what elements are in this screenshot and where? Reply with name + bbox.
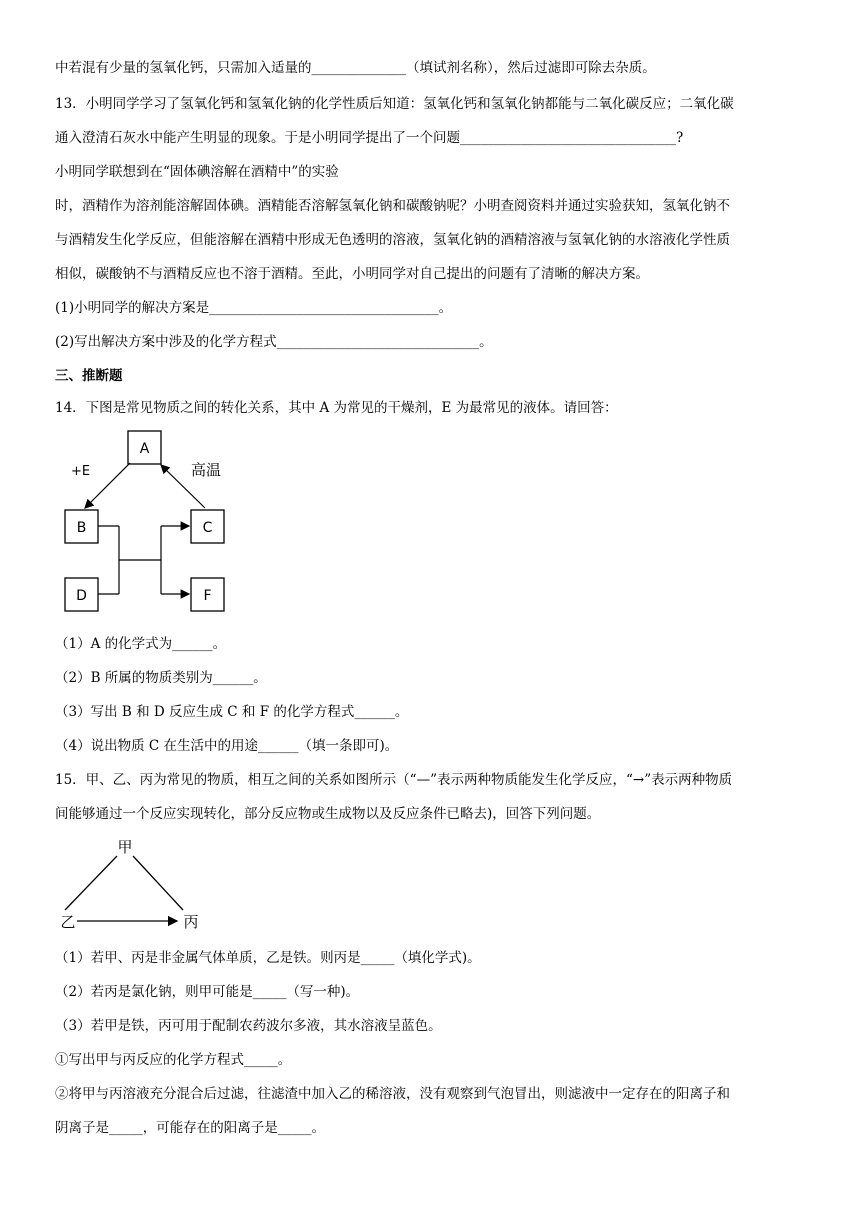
label-high-temp: 高温 [191,461,222,479]
question-13-line-5: 与酒精发生化学反应，但能溶解在酒精中形成无色透明的溶液，氢氧化钠的酒精溶液与氢氧化钠的水溶液化学性质 [55,232,730,248]
line-jia-yi [65,856,117,910]
question-14-sub-2: （2）B 所属的物质类别为______。 [55,670,267,686]
label-yi: 乙 [60,913,76,931]
label-plus-e: +E [71,464,91,479]
question-15-sub-3-2b: 阴离子是_____，可能存在的阳离子是_____。 [55,1120,325,1136]
box-c [191,510,224,543]
svg-text:A: A [139,441,150,457]
box-f [191,578,224,611]
box-b [65,510,98,543]
box-d [65,578,98,611]
question-13-line-2: 通入澄清石灰水中能产生明显的现象。于是小明同学提出了一个问题________________________________? [55,130,684,146]
question-14-stem: 14．下图是常见物质之间的转化关系，其中 A 为常见的干燥剂，E 为最常见的液体。请回答： [55,400,618,416]
label-bing: 丙 [183,913,199,931]
question-15-stem-1: 15．甲、乙、丙为常见的物质，相互之间的关系如图所示（“—”表示两种物质能发生化学反应，“→”表示两种物质 [55,772,733,788]
question-14-sub-4: （4）说出物质 C 在生活中的用途______（填一条即可)。 [55,738,399,754]
question-13-line-1: 13．小明同学学习了氢氧化钙和氢氧化钠的化学性质后知道：氢氧化钙和氢氧化钠都能与二氧化碳反应；二氧化碳 [55,96,734,112]
question-14-sub-3: （3）写出 B 和 D 反应生成 C 和 F 的化学方程式______。 [55,704,409,720]
question-15-sub-3-1: ①写出甲与丙反应的化学方程式_____。 [55,1052,292,1068]
question-13-line-6: 相似，碳酸钠不与酒精反应也不溶于酒精。至此，小明同学对自己提出的问题有了清晰的解决方案。 [55,266,649,282]
question-15-diagram [55,834,215,934]
svg-text:D: D [76,588,87,604]
question-13-line-4: 时，酒精作为溶剂能溶解固体碘。酒精能否溶解氢氧化钠和碳酸钠呢？小明查阅资料并通过实验获知，氢氧化钠不 [55,198,730,214]
question-14-sub-1: （1）A 的化学式为______。 [55,636,227,652]
question-15-stem-2: 间能够通过一个反应实现转化，部分反应物或生成物以及反应条件已略去)，回答下列问题。 [55,806,601,822]
question-13-line-3: 小明同学联想到在“固体碘溶解在酒精中”的实验 [55,164,339,180]
box-a [128,431,161,464]
line-1: 中若混有少量的氢氧化钙，只需加入适量的______________（填试剂名称），然后过滤即可除去杂质。 [55,60,656,76]
label-jia: 甲 [117,838,133,856]
question-14-diagram [55,428,245,618]
svg-text:F: F [203,588,212,604]
question-13-sub-1: (1)小明同学的解决方案是__________________________________。 [55,300,453,316]
arrow-a-to-b [85,463,130,508]
section-heading: 三、推断题 [55,368,123,384]
question-15-sub-1: （1）若甲、丙是非金属气体单质，乙是铁。则丙是_____（填化学式)。 [55,950,481,966]
line-jia-bing [133,856,183,910]
svg-text:B: B [76,520,87,536]
question-15-sub-3: （3）若甲是铁，丙可用于配制农药波尔多液，其水溶液呈蓝色。 [55,1018,442,1034]
question-13-sub-2: (2)写出解决方案中涉及的化学方程式______________________________。 [55,334,493,350]
question-15-sub-3-2a: ②将甲与丙溶液充分混合后过滤，往滤渣中加入乙的稀溶液，没有观察到气泡冒出，则滤液中一定存在的阳离子和 [55,1086,730,1102]
svg-text:C: C [202,520,213,536]
reaction-connector [98,526,189,594]
question-15-sub-2: （2）若丙是氯化钠，则甲可能是_____（写一种)。 [55,984,360,1000]
